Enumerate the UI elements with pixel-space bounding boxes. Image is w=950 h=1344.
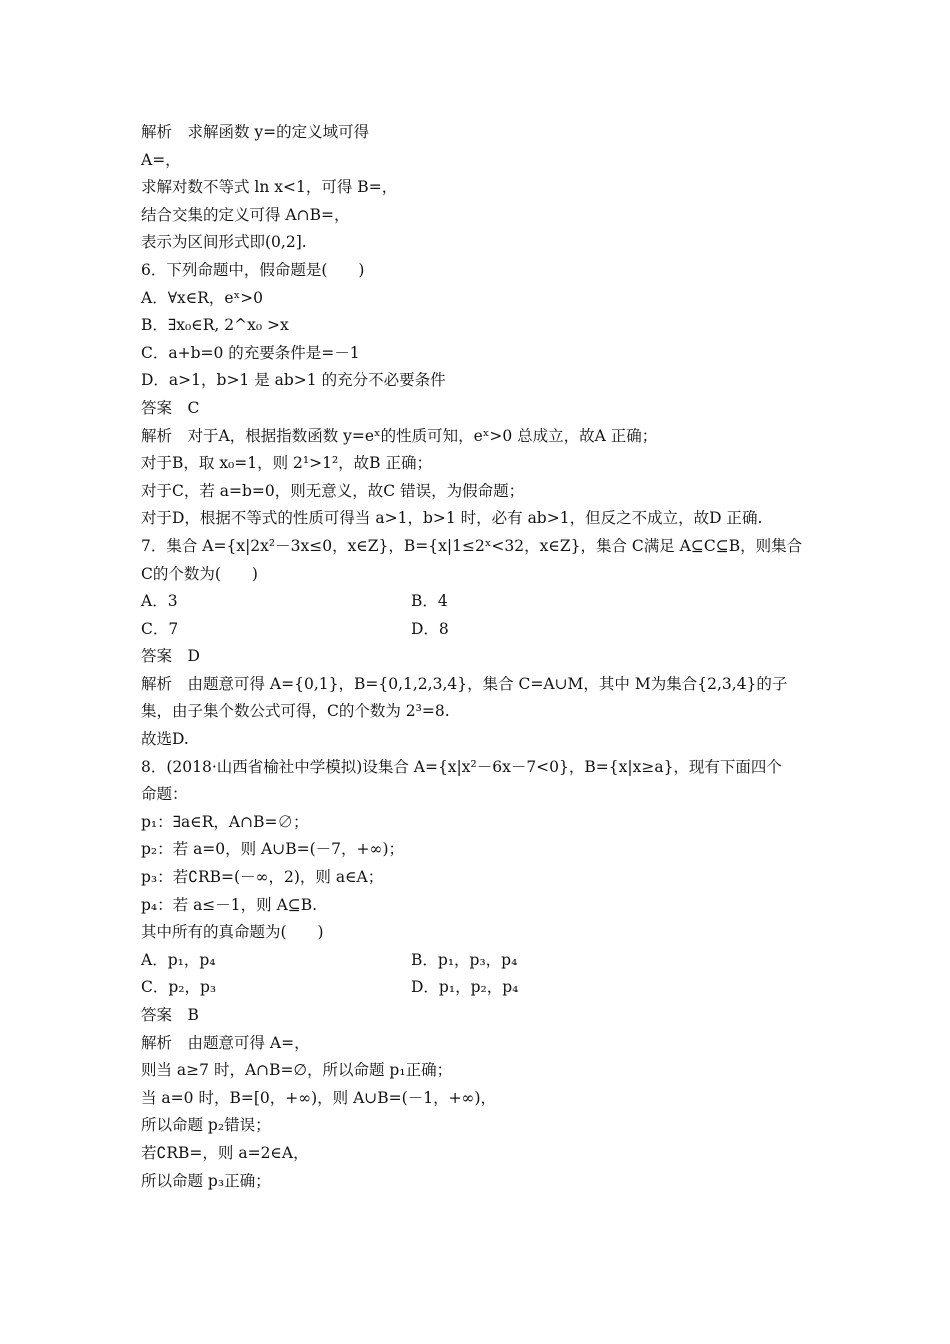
q6-option-b: B．∃x₀∈R, 2^x₀ >x [141, 316, 289, 335]
q6-answer: 答案 C [141, 398, 200, 417]
text-line: 所以命题 p₂错误； [141, 1116, 271, 1135]
text-line: 若∁RB=，则 a=2∈A， [141, 1143, 309, 1162]
proposition-p2: p₂：若 a=0，则 A∪B=(－7，+∞)； [141, 840, 404, 859]
document-page [141, 119, 821, 1195]
q7-option-b: B．4 [411, 592, 448, 611]
text-line: 对于D，根据不等式的性质可得当 a>1，b>1 时，必有 ab>1，但反之不成立，故D 正确. [141, 509, 763, 528]
q8-option-d: D．p₁，p₂，p₄ [411, 978, 519, 997]
q6-option-c: C．a+b=0 的充要条件是=－1 [141, 343, 360, 362]
q7-analysis: 解析 由题意可得 A={0,1}，B={0,1,2,3,4}，集合 C=A∪M，其中 M为集合{2,3,4}的子 [141, 674, 788, 693]
text-line: 则当 a≥7 时，A∩B=∅，所以命题 p₁正确； [141, 1061, 453, 1080]
text-line: 对于B，取 x₀=1，则 2¹>1²，故B 正确； [141, 454, 433, 473]
q8-option-c: C．p₂，p₃ [141, 978, 217, 997]
text-line: 所以命题 p₃正确； [141, 1171, 271, 1190]
q8-options-row [141, 947, 821, 975]
q6-option-a: A．∀x∈R，eˣ>0 [141, 288, 264, 307]
text-line: 当 a=0 时，B=[0，+∞)，则 A∪B=(－1，+∞)， [141, 1088, 497, 1107]
question-7: 7．集合 A={x|2x²－3x≤0，x∈Z}，B={x|1≤2ˣ<32，x∈Z}，集合 C满足 A⊆C⊆B，则集合 [141, 536, 803, 555]
q8-analysis: 解析 由题意可得 A=， [141, 1033, 310, 1052]
text-line: 求解对数不等式 ln x<1，可得 B=， [141, 178, 398, 197]
q7-answer: 答案 D [141, 647, 200, 666]
text-line: 结合交集的定义可得 A∩B=， [141, 205, 350, 224]
q7-option-d: D．8 [411, 619, 449, 638]
text-line: 命题： [141, 785, 188, 804]
text-line: 表示为区间形式即(0,2]. [141, 233, 307, 252]
q7-option-c: C．7 [141, 619, 179, 638]
text-line: 解析 求解函数 y=的定义域可得 [141, 123, 370, 141]
text-line: A=， [141, 150, 181, 169]
proposition-p4: p₄：若 a≤－1，则 A⊆B. [141, 895, 318, 914]
q8-options-row [141, 974, 821, 1002]
q8-option-b: B．p₁，p₃，p₄ [411, 950, 518, 969]
q6-analysis: 解析 对于A，根据指数函数 y=eˣ的性质可知，eˣ>0 总成立，故A 正确； [141, 426, 658, 445]
q8-answer: 答案 B [141, 1006, 199, 1024]
text-line: 集，由子集个数公式可得，C的个数为 2³=8. [141, 702, 450, 721]
q6-option-d: D．a>1，b>1 是 ab>1 的充分不必要条件 [141, 371, 446, 390]
text-line: C的个数为( ) [141, 564, 258, 583]
q7-options-row [141, 616, 821, 644]
text-line: 其中所有的真命题为( ) [141, 923, 324, 942]
q7-option-a: A．3 [141, 592, 178, 611]
q8-option-a: A．p₁，p₄ [141, 950, 216, 969]
text-line: 故选D. [141, 730, 189, 749]
proposition-p1: p₁：∃a∈R，A∩B=∅； [141, 812, 309, 831]
text-line: 对于C，若 a=b=0，则无意义，故C 错误，为假命题； [141, 481, 525, 500]
question-6: 6．下列命题中，假命题是( ) [141, 260, 365, 279]
q7-options-row [141, 588, 821, 616]
proposition-p3: p₃：若∁RB=(－∞，2)，则 a∈A； [141, 868, 384, 887]
question-8: 8．(2018·山西省榆社中学模拟)设集合 A={x|x²－6x－7<0}，B={x|x≥a}，现有下面四个 [141, 757, 782, 776]
